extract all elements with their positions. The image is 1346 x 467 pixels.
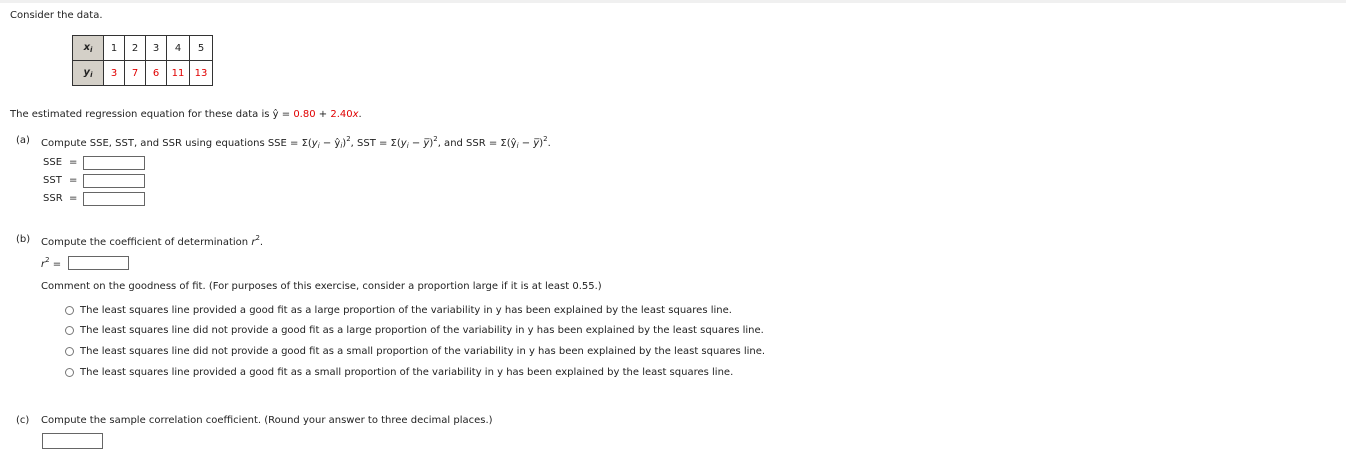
top-divider [0,0,1346,3]
y-cell: 3 [104,61,125,86]
part-b-question: Compute the coefficient of determination $r^2$. [41,234,264,248]
sse-input[interactable] [83,156,145,170]
x-cell: 2 [125,36,146,61]
x-header: $x_i$ [73,36,104,61]
y-cell: 7 [125,61,146,86]
r2-input[interactable] [68,256,129,270]
sst-input[interactable] [83,174,145,188]
x-cell: 4 [167,36,190,61]
data-table [72,35,213,86]
y-cell: 13 [190,61,213,86]
y-cell: 6 [146,61,167,86]
r2-label: $r^2$ = [41,256,62,270]
sse-label: SSE [43,157,63,168]
correlation-input[interactable] [42,433,103,449]
part-a-label: (a) [16,135,30,146]
slope-value: 2.40 [330,109,353,120]
x-cell: 1 [104,36,125,61]
y-cell: 11 [167,61,190,86]
option-3-radio[interactable] [65,347,74,356]
option-3-label[interactable]: The least squares line did not provide a good fit as a small proportion of the variability in y has been explained by the least squares line. [80,346,766,357]
goodness-of-fit-prompt: Comment on the goodness of fit. (For purposes of this exercise, consider a proportion large if it is at least 0.55.) [41,281,602,292]
ssr-input[interactable] [83,192,145,206]
sst-label: SST [43,175,62,186]
option-2-radio[interactable] [65,326,74,335]
x-row [73,36,213,61]
part-b-label: (b) [16,234,31,245]
part-c-question: Compute the sample correlation coefficient. (Round your answer to three decimal places.) [41,415,493,426]
option-4-radio[interactable] [65,368,74,377]
option-4-label[interactable]: The least squares line provided a good fit as a small proportion of the variability in y has been explained by the least squares line. [80,367,734,378]
part-a-question: Compute SSE, SST, and SSR using equations SSE = $\Sigma(y_i$ − $ŷ_i)^2$, SST = $\Sigma(y_i$ − y̅)$^2$, and SSR = $\Sigma(ŷ_i$ − y̅)$^2$. [41,135,551,150]
option-1-radio[interactable] [65,306,74,315]
intercept-value: 0.80 [293,109,316,120]
x-cell: 3 [146,36,167,61]
x-cell: 5 [190,36,213,61]
intro-text: Consider the data. [10,10,103,21]
option-2-label[interactable]: The least squares line did not provide a good fit as a large proportion of the variability in y has been explained by the least squares line. [80,325,764,336]
regression-equation: The estimated regression equation for these data is ŷ = 0.80 + 2.40x. [10,109,362,120]
ssr-label: SSR [43,193,63,204]
y-row [73,61,213,86]
part-c-label: (c) [16,415,30,426]
y-header: $y_i$ [73,61,104,86]
option-1-label[interactable]: The least squares line provided a good fit as a large proportion of the variability in y has been explained by the least squares line. [80,305,732,316]
